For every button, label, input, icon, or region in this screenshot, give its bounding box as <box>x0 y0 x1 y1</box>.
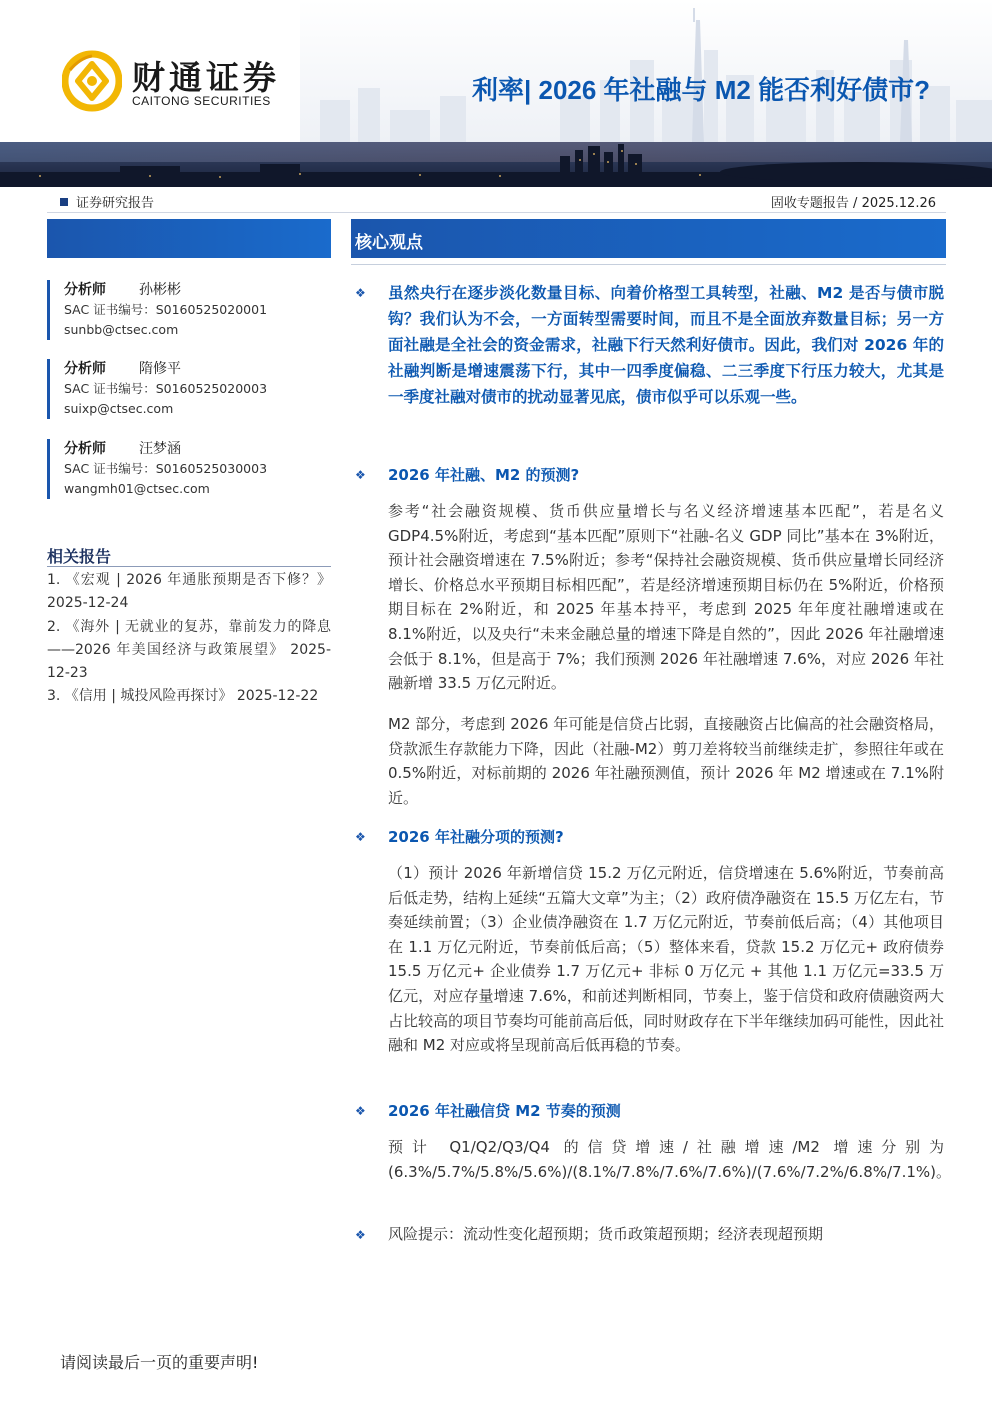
analyst-card <box>47 280 331 340</box>
header-banner <box>0 0 992 187</box>
related-report-item[interactable]: 2. 《海外 | 无就业的复苏，靠前发力的降息——2026 年美国经济与政策展望》 2025-12-23 <box>47 618 331 682</box>
square-bullet-icon <box>60 198 68 206</box>
analyst-name: 隋修平 <box>139 361 181 377</box>
diamond-bullet-icon: ❖ <box>355 1104 366 1118</box>
analyst-email[interactable]: suixp@ctsec.com <box>64 401 174 416</box>
core-summary: 虽然央行在逐步淡化数量目标、向着价格型工具转型，社融、M2 是否与债市脱钩？我们认为不会，一方面转型需要时间，而且不是全面放弃数量目标；另一方面社融是全社会的资金需求，社融下行天然利好债市。因此，我们对 2026 年的社融判断是增速震荡下行，其中一四季度偏稳、二三季度下行压力较大，尤其是一季度社融对债市的扰动显著见底，债市似乎可以乐观一些。 <box>388 284 944 406</box>
core-view-title: 核心观点 <box>355 233 423 253</box>
analyst-name: 孙彬彬 <box>139 282 181 298</box>
section-paragraph: 参考“社会融资规模、货币供应量增长与名义经济增速基本匹配”，若是名义 GDP4.5%附近，考虑到“基本匹配”原则下“社融-名义 GDP 同比”基本在 3%附近，预计社会融资增速在 7.5%附近；参考“保持社会融资规模、货币供应量增长同经济增长、价格总水平预期目标相匹配”，若是经济增速预期目标仍在 5%附近，价格预期目标在 2%附近，和 2025 年基本持平，考虑到 2025 年年度社融增速或在 8.1%附近，以及央行“未来金融总量的增速下降是自然的”，因此 2026 年社融增速会低于 8.1%，但是高于 7%；我们预测 2026 年社融增速 7.6%，对应 2026 年社融新增 33.5 万亿元附近。 <box>388 502 944 693</box>
report-title: 利率| 2026 年社融与 M2 能否利好债市? <box>471 75 930 105</box>
report-type-label <box>60 192 154 211</box>
logo-text-cn: 财通证券 <box>132 58 280 97</box>
related-report-item[interactable]: 1. 《宏观 | 2026 年通胀预期是否下修？》 2025-12-24 <box>47 572 331 612</box>
analyst-card <box>47 439 331 499</box>
analyst-email[interactable]: sunbb@ctsec.com <box>64 322 179 337</box>
section-paragraph: 预计 Q1/Q2/Q3/Q4 的信贷增速/社融增速/M2 增速分别为(6.3%/5.7%/5.8%/5.6%)/(8.1%/7.8%/7.6%/7.6%)/(7.6%/7.2%/6.8%/7.1%)。 <box>388 1138 951 1181</box>
diamond-bullet-icon: ❖ <box>355 286 366 300</box>
coin-logo-icon <box>62 50 122 112</box>
footer-disclaimer: 请阅读最后一页的重要声明! <box>60 1353 259 1372</box>
city-photo-strip <box>0 142 992 187</box>
logo-text-en: CAITONG SECURITIES <box>132 94 271 108</box>
related-reports-title: 相关报告 <box>47 547 112 566</box>
analyst-sac: SAC 证书编号：S0160525020001 <box>64 302 268 317</box>
section-paragraph: M2 部分，考虑到 2026 年可能是信贷占比弱，直接融资占比偏高的社会融资格局，贷款派生存款能力下降，因此（社融-M2）剪刀差将较当前继续走扩，参照往年或在 0.5%附近，对标前期的 2026 年社融预测值，预计 2026 年 M2 增速或在 7.1%附近。 <box>388 715 944 807</box>
analyst-name: 汪梦涵 <box>139 441 181 457</box>
category-date: 固收专题报告 / 2025.12.26 <box>770 196 936 211</box>
related-report-item[interactable]: 3. 《信用 | 城投风险再探讨》 2025-12-22 <box>47 688 319 705</box>
divider <box>47 212 946 213</box>
divider <box>351 264 946 265</box>
analyst-role: 分析师 <box>64 441 106 457</box>
diamond-bullet-icon: ❖ <box>355 1228 366 1242</box>
analyst-role: 分析师 <box>64 361 106 377</box>
section-heading: 2026 年社融分项的预测? <box>388 828 564 846</box>
analyst-role: 分析师 <box>64 282 106 298</box>
report-type-text: 证券研究报告 <box>76 196 155 211</box>
section-heading: 2026 年社融信贷 M2 节奏的预测 <box>388 1102 621 1120</box>
related-reports-list <box>47 569 331 709</box>
analyst-email[interactable]: wangmh01@ctsec.com <box>64 481 210 496</box>
divider <box>47 566 331 567</box>
analyst-sac: SAC 证书编号：S0160525030003 <box>64 461 268 476</box>
risk-warning: 风险提示：流动性变化超预期；货币政策超预期；经济表现超预期 <box>388 1225 824 1243</box>
section-paragraph: （1）预计 2026 年新增信贷 15.2 万亿元附近，信贷增速在 5.6%附近，节奏前高后低走势，结构上延续“五篇大文章”为主；（2）政府债净融资在 15.5 万亿左右，节奏延续前置；（3）企业债净融资在 1.7 万亿元附近，节奏前低后高；（4）其他项目在 1.1 万亿元附近，节奏前低后高；（5）整体来看，贷款 15.2 万亿元+ 政府债券 15.5 万亿元+ 企业债券 1.7 万亿元+ 非标 0 万亿元 + 其他 1.1 万亿元=33.5 万亿元，对应存量增速 7.6%，和前述判断相同，节奏上，鉴于信贷和政府债融资两大占比较高的项目节奏均可能前高后低，同时财政存在下半年继续加码可能性，因此社融和 M2 对应或将呈现前高后低再稳的节奏。 <box>388 864 944 1055</box>
left-column-header-bar <box>47 219 331 258</box>
analyst-sac: SAC 证书编号：S0160525020003 <box>64 381 268 396</box>
section-heading: 2026 年社融、M2 的预测? <box>388 466 580 484</box>
analyst-card <box>47 359 331 419</box>
diamond-bullet-icon: ❖ <box>355 830 366 844</box>
company-logo <box>62 50 302 112</box>
diamond-bullet-icon: ❖ <box>355 468 366 482</box>
core-view-header-bar <box>351 219 946 258</box>
